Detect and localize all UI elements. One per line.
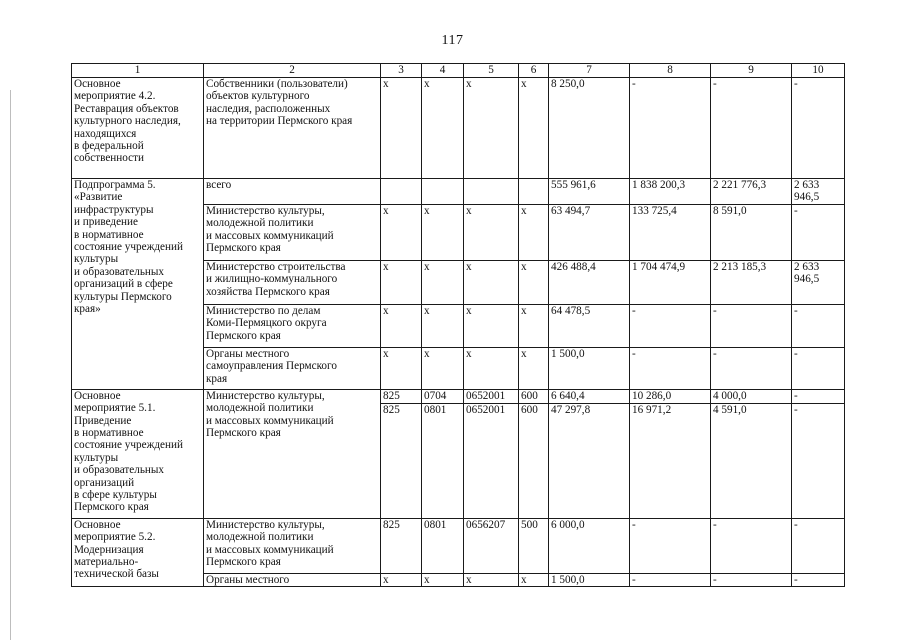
cell-text-line: состояние учреждений [74, 241, 183, 254]
executor-cell [204, 389, 381, 518]
code-cell: 825 [381, 403, 422, 518]
cell-text-line: культурного наследия, [74, 115, 181, 128]
cell-text-line: Пермского края [206, 329, 281, 342]
code-cell: x [381, 78, 422, 179]
cell-text-line: края» [74, 303, 101, 316]
code-cell: 0801 [422, 518, 464, 573]
amount-cell: 2 633 946,5 [792, 260, 845, 304]
budget-table [71, 63, 845, 587]
amount-cell: 64 478,5 [549, 304, 630, 347]
cell-text-line: в нормативное [74, 427, 144, 440]
amount-cell: 2 213 185,3 [711, 260, 792, 304]
amount-cell: 47 297,8 [549, 403, 630, 518]
cell-text-line: находящихся [74, 127, 137, 140]
header-cell: 4 [422, 64, 464, 78]
header-cell: 5 [464, 64, 519, 78]
header-cell: 10 [792, 64, 845, 78]
cell-text-line: и массовых коммуникаций [206, 414, 334, 427]
executor-cell [204, 573, 381, 586]
cell-text-line: Министерство культуры, [206, 204, 325, 217]
cell-text-line: Основное [74, 389, 121, 402]
activity-name-cell [72, 389, 204, 518]
code-cell: x [519, 573, 549, 586]
amount-cell: 426 488,4 [549, 260, 630, 304]
cell-text-line: Реставрация объектов [74, 102, 179, 115]
code-cell: x [464, 204, 519, 260]
code-cell: x [422, 260, 464, 304]
code-cell: x [519, 347, 549, 389]
code-cell [464, 179, 519, 205]
code-cell: x [422, 573, 464, 586]
cell-text-line: всего [206, 179, 232, 191]
cell-text-line: технической базы [74, 568, 159, 581]
cell-text-line: Приведение [74, 414, 132, 427]
header-cell: 9 [711, 64, 792, 78]
cell-text-line: самоуправления Пермского [206, 360, 337, 373]
amount-cell: 16 971,2 [630, 403, 711, 518]
amount-cell: 1 500,0 [549, 573, 630, 586]
activity-name-cell [72, 518, 204, 586]
cell-text-line: и образовательных [74, 265, 165, 278]
amount-cell: - [792, 518, 845, 573]
code-cell: x [422, 304, 464, 347]
cell-text-line: наследия, расположенных [206, 102, 331, 115]
cell-text-line: Коми-Пермяцкого округа [206, 317, 327, 330]
code-cell: x [381, 260, 422, 304]
amount-cell: - [630, 573, 711, 586]
amount-cell: - [792, 78, 845, 179]
cell-text-line: молодежной политики [206, 217, 314, 230]
code-cell: 825 [381, 389, 422, 403]
amount-cell: 1 500,0 [549, 347, 630, 389]
cell-text-line: Основное [74, 518, 121, 531]
code-cell: 0652001 [464, 389, 519, 403]
scan-edge-line [10, 90, 11, 640]
amount-cell: - [711, 304, 792, 347]
amount-cell: - [792, 347, 845, 389]
code-cell: x [422, 78, 464, 179]
table-row [72, 179, 845, 205]
executor-cell [204, 179, 381, 205]
code-cell: 825 [381, 518, 422, 573]
amount-cell: - [792, 403, 845, 518]
cell-text-line: организаций [74, 476, 135, 489]
cell-text-line: в федеральной [74, 140, 144, 153]
header-cell: 2 [204, 64, 381, 78]
amount-cell: - [711, 78, 792, 179]
code-cell: 0652001 [464, 403, 519, 518]
cell-text-line: и приведение [74, 216, 138, 229]
header-cell: 7 [549, 64, 630, 78]
page-number: 117 [441, 33, 464, 48]
amount-cell: - [792, 389, 845, 403]
table-row [72, 389, 845, 403]
cell-text-line: мероприятие 4.2. [74, 90, 156, 103]
cell-text-line: собственности [74, 152, 144, 165]
code-cell: x [381, 204, 422, 260]
amount-cell: - [630, 304, 711, 347]
cell-text-line: культуры [74, 253, 119, 266]
amount-cell: 555 961,6 [549, 179, 630, 205]
cell-text-line: Министерство по делам [206, 304, 321, 317]
amount-cell: 133 725,4 [630, 204, 711, 260]
table-row [72, 78, 845, 179]
code-cell: x [519, 304, 549, 347]
executor-cell [204, 518, 381, 573]
cell-text-line: в сфере культуры [74, 489, 157, 502]
executor-cell [204, 347, 381, 389]
header-cell: 6 [519, 64, 549, 78]
cell-text-line: Министерство культуры, [206, 518, 325, 531]
activity-name-cell [72, 78, 204, 179]
cell-text-line: Пермского края [206, 427, 281, 440]
cell-text-line: молодежной политики [206, 402, 314, 415]
cell-text-line: материально- [74, 556, 139, 569]
code-cell: x [381, 304, 422, 347]
amount-cell: - [792, 204, 845, 260]
executor-cell [204, 260, 381, 304]
cell-text-line: Собственники (пользователи) [206, 78, 348, 90]
amount-cell: 1 704 474,9 [630, 260, 711, 304]
subprogram-name-cell [72, 179, 204, 390]
amount-cell: 63 494,7 [549, 204, 630, 260]
cell-text-line: Модернизация [74, 543, 144, 556]
code-cell: x [381, 573, 422, 586]
amount-cell: 8 250,0 [549, 78, 630, 179]
amount-cell: - [630, 347, 711, 389]
cell-text-line: края [206, 372, 228, 385]
code-cell: x [464, 304, 519, 347]
code-cell: 0656207 [464, 518, 519, 573]
code-cell: x [422, 347, 464, 389]
executor-cell [204, 204, 381, 260]
code-cell: x [464, 573, 519, 586]
amount-cell: 6 640,4 [549, 389, 630, 403]
cell-text-line: хозяйства Пермского края [206, 285, 330, 298]
amount-cell: - [792, 573, 845, 586]
cell-text-line: мероприятие 5.2. [74, 531, 156, 544]
code-cell: 600 [519, 389, 549, 403]
cell-text-line: организаций в сфере [74, 278, 173, 291]
cell-text-line: Основное [74, 78, 121, 90]
cell-text-line: Органы местного [206, 573, 290, 586]
cell-text-line: культуры [74, 451, 119, 464]
code-cell: x [519, 204, 549, 260]
code-cell: x [519, 260, 549, 304]
cell-text-line: Пермского края [206, 242, 281, 255]
cell-text-line: объектов культурного [206, 90, 310, 103]
cell-text-line: и жилищно-коммунального [206, 273, 338, 286]
code-cell: 600 [519, 403, 549, 518]
cell-text-line: и массовых коммуникаций [206, 543, 334, 556]
executor-cell [204, 78, 381, 179]
cell-text-line: и массовых коммуникаций [206, 229, 334, 242]
amount-cell: 6 000,0 [549, 518, 630, 573]
cell-text-line: Пермского края [74, 501, 149, 514]
cell-text-line: молодежной политики [206, 531, 314, 544]
code-cell: 0704 [422, 389, 464, 403]
code-cell [422, 179, 464, 205]
amount-cell: 2 221 776,3 [711, 179, 792, 205]
code-cell [381, 179, 422, 205]
amount-cell: - [630, 78, 711, 179]
amount-cell: - [792, 304, 845, 347]
cell-text-line: инфраструктуры [74, 203, 154, 216]
cell-text-line: «Развитие [74, 191, 123, 204]
code-cell: x [381, 347, 422, 389]
cell-text-line: Пермского края [206, 556, 281, 569]
amount-cell: 4 591,0 [711, 403, 792, 518]
cell-text-line: состояние учреждений [74, 439, 183, 452]
code-cell: x [464, 260, 519, 304]
amount-cell: - [711, 573, 792, 586]
amount-cell: 10 286,0 [630, 389, 711, 403]
code-cell: 500 [519, 518, 549, 573]
cell-text-line: Министерство строительства [206, 260, 346, 273]
amount-cell: 4 000,0 [711, 389, 792, 403]
cell-text-line: на территории Пермского края [206, 115, 353, 128]
header-cell: 3 [381, 64, 422, 78]
header-cell: 1 [72, 64, 204, 78]
cell-text-line: мероприятие 5.1. [74, 402, 156, 415]
cell-text-line: Министерство культуры, [206, 389, 325, 402]
code-cell: x [464, 78, 519, 179]
amount-cell: 8 591,0 [711, 204, 792, 260]
cell-text-line: культуры Пермского [74, 290, 172, 303]
code-cell: x [464, 347, 519, 389]
table-row [72, 518, 845, 573]
executor-cell [204, 304, 381, 347]
code-cell: 0801 [422, 403, 464, 518]
code-cell: x [519, 78, 549, 179]
amount-cell: - [711, 347, 792, 389]
cell-text-line: и образовательных [74, 464, 165, 477]
amount-cell: - [711, 518, 792, 573]
amount-cell: 2 633 946,5 [792, 179, 845, 205]
header-row [72, 64, 845, 78]
cell-text-line: Органы местного [206, 347, 290, 360]
amount-cell: 1 838 200,3 [630, 179, 711, 205]
amount-cell: - [630, 518, 711, 573]
header-cell: 8 [630, 64, 711, 78]
code-cell: x [422, 204, 464, 260]
cell-text-line: в нормативное [74, 228, 144, 241]
code-cell [519, 179, 549, 205]
cell-text-line: Подпрограмма 5. [74, 179, 156, 191]
